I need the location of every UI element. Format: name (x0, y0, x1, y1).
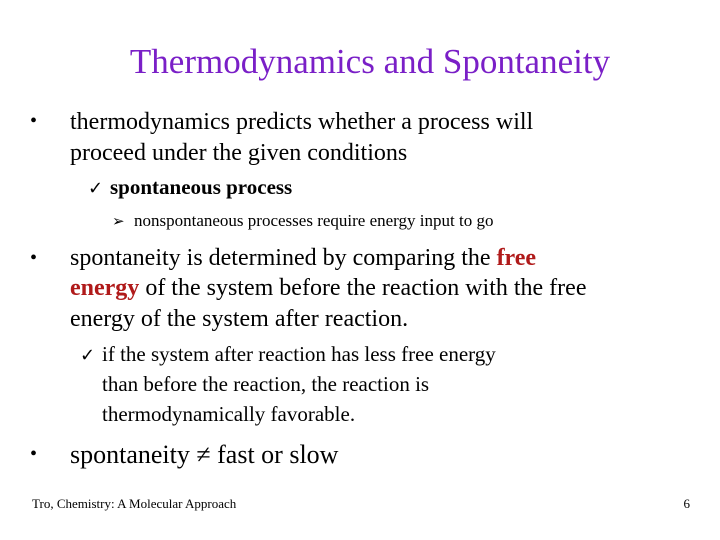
page-number: 6 (683, 496, 690, 511)
bullet-2-line-2-text: of the system before the reaction with the free (139, 275, 587, 301)
bullet-2-subpoint-line-2: than before the reaction, the reaction is (102, 372, 430, 396)
bullet-2-line-1 (70, 244, 536, 272)
footer-source: Tro, Chemistry: A Molecular Approach (32, 496, 237, 511)
checkmark-icon: ✓ (88, 178, 104, 199)
bullet-1-line-1: thermodynamics predicts whether a process will (70, 109, 534, 135)
checkmark-icon: ✓ (80, 345, 96, 366)
free-energy-term: energy (70, 275, 140, 301)
bullet-2-line-2 (70, 274, 586, 302)
bullet-2-subpoint-line-3: thermodynamically favorable. (102, 402, 356, 426)
bullet-2-subpoint-line-1: if the system after reaction has less free energy (102, 342, 496, 366)
bullet-3: spontaneity ≠ fast or slow (70, 440, 339, 469)
bullet-2-line-1-text: spontaneity is determined by comparing the (70, 245, 497, 271)
bullet-1-subsubpoint: nonspontaneous processes require energy input to go (134, 211, 494, 230)
slide-title: Thermodynamics and Spontaneity (129, 42, 611, 81)
bullet-1-line-2: proceed under the given conditions (70, 140, 408, 166)
bullet-dot: • (30, 247, 38, 269)
bullet-1-subpoint: spontaneous process (110, 175, 293, 199)
bullet-dot: • (30, 443, 38, 465)
bullet-dot: • (30, 110, 38, 132)
arrow-icon: ➢ (112, 212, 125, 230)
bullet-2-line-3: energy of the system after reaction. (70, 306, 409, 332)
free-energy-term: free (496, 245, 537, 271)
